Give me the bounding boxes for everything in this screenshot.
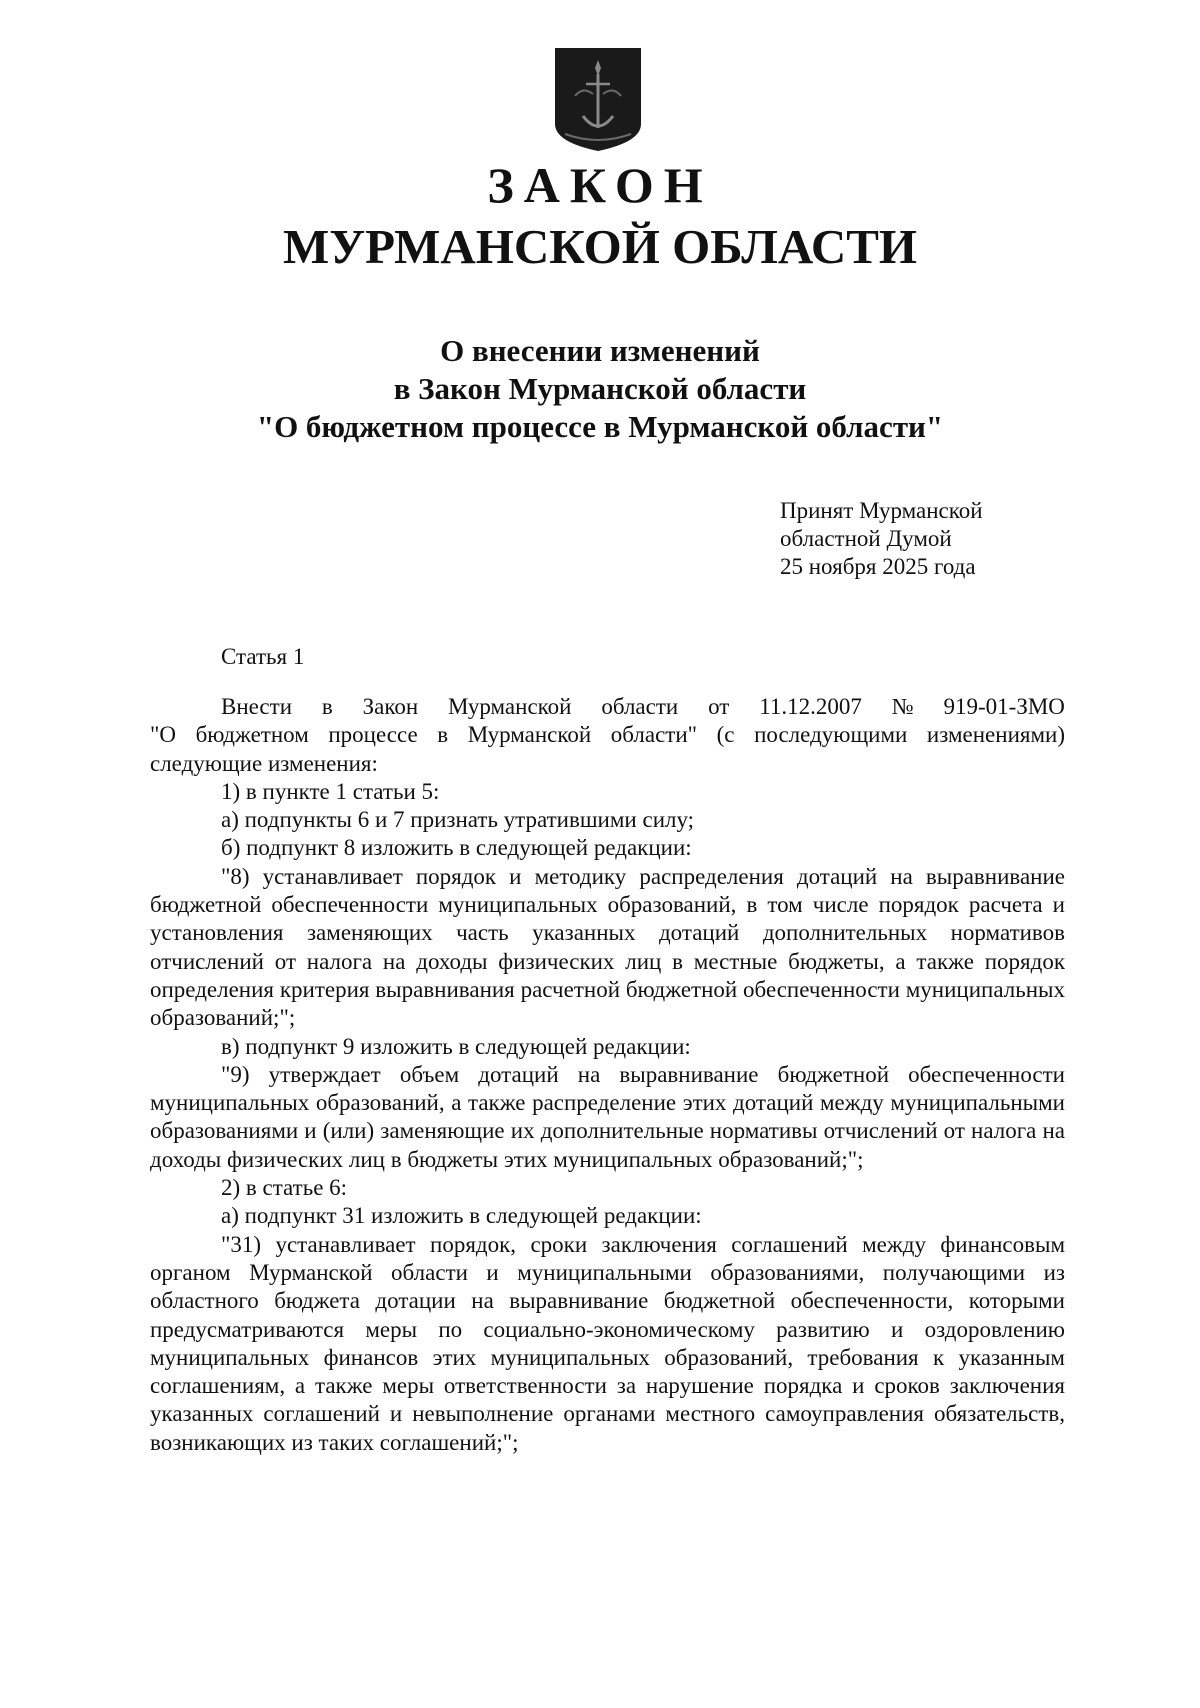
article-heading: Статья 1 <box>221 644 305 669</box>
adoption-line: областной Думой <box>780 526 952 551</box>
article-body <box>150 693 1065 1457</box>
adoption-date: 25 ноября 2025 года <box>780 554 976 579</box>
amendment-paragraph: "9) утверждает объем дотаций на выравнивание бюджетной обеспеченности муниципальных образований, а также распределение этих дотаций между муниципальными образованиями и (или) заменяющие их дополнительные нормативы отчислений от налога на доходы физических лиц в бюджеты этих муниципальных образований;"; <box>150 1061 1065 1172</box>
law-subject <box>0 332 1200 446</box>
amendment-paragraph: а) подпункты 6 и 7 признать утратившими силу; <box>221 807 695 833</box>
document-title-region: МУРМАНСКОЙ ОБЛАСТИ <box>282 219 918 274</box>
amendment-paragraph: "8) устанавливает порядок и методику распределения дотаций на выравнивание бюджетной обеспеченности муниципальных образований, в том числе порядок расчета и установления заменяющих часть указанных дотаций дополнительных нормативов отчислений от налога на доходы физических лиц в местные бюджеты, а также порядок определения критерия выравнивания расчетной бюджетной обеспеченности муниципальных образований;"; <box>150 863 1065 1031</box>
coat-of-arms-icon <box>553 46 643 153</box>
intro-paragraph-rest: "О бюджетном процессе в Мурманской области" (с последующими изменениями) следующие изменения: <box>150 722 1065 776</box>
intro-word: Внести <box>221 694 292 719</box>
document-title-law: ЗАКОН <box>487 157 713 213</box>
intro-word: в <box>321 694 333 719</box>
amendment-paragraph: 2) в статье 6: <box>221 1175 348 1201</box>
amendment-paragraph: в) подпункт 9 изложить в следующей редакции: <box>221 1033 691 1059</box>
intro-word: Закон <box>362 694 419 719</box>
adoption-note <box>780 497 983 581</box>
intro-word: Мурманской <box>448 694 572 719</box>
intro-word: области <box>601 694 679 719</box>
law-subject-line: в Закон Мурманской области <box>393 371 807 406</box>
intro-word: 11.12.2007 <box>759 694 862 719</box>
amendment-paragraph: "31) устанавливает порядок, сроки заключения соглашений между финансовым органом Мурманской области и муниципальными образованиями, получающими из областного бюджета дотации на выравнивание бюджетной обеспеченности, которыми предусматриваются меры по социально-экономическому развитию и оздоровлению муниципальных финансов этих муниципальных образований, требования к указанным соглашениям, а также меры ответственности за нарушение порядка и сроков заключения указанных соглашений и невыполнение органами местного самоуправления обязательств, возникающих из таких соглашений;"; <box>150 1231 1065 1455</box>
adoption-line: Принят Мурманской <box>780 498 983 523</box>
intro-word: 919-01-ЗМО <box>943 694 1065 719</box>
amendment-paragraph: 1) в пункте 1 статьи 5: <box>221 778 440 804</box>
intro-first-line <box>150 693 1065 721</box>
intro-word: № <box>891 694 914 719</box>
intro-word: от <box>708 694 730 719</box>
law-subject-line: О внесении изменений <box>440 333 760 368</box>
law-subject-line: "О бюджетном процессе в Мурманской области" <box>256 409 944 444</box>
amendment-paragraph: а) подпункт 31 изложить в следующей редакции: <box>221 1203 702 1229</box>
amendment-paragraph: б) подпункт 8 изложить в следующей редакции: <box>221 835 692 861</box>
